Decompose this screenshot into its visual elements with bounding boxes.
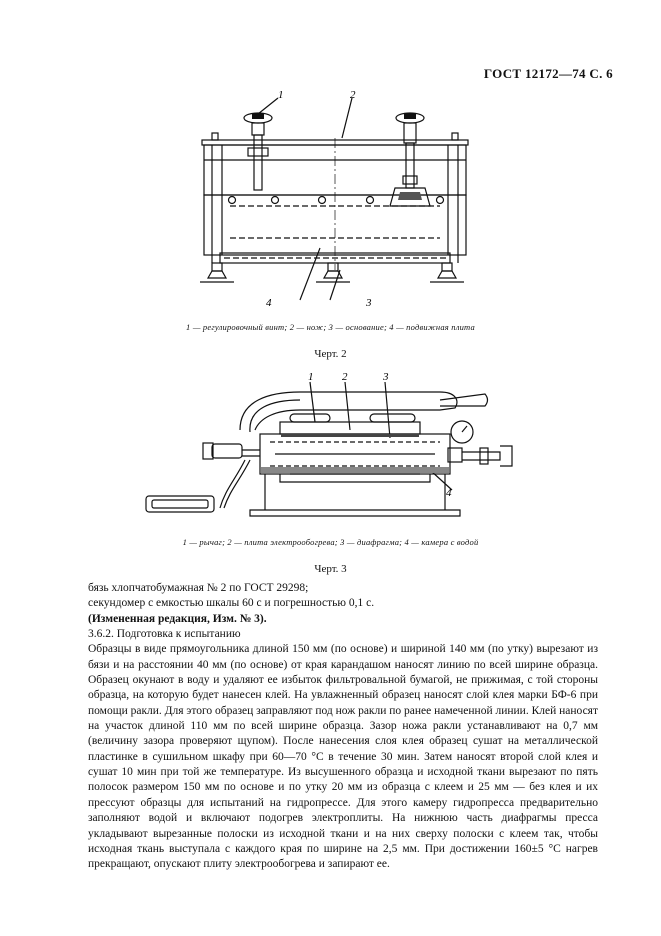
page-header: ГОСТ 12172—74 С. 6 (483, 66, 613, 81)
fig3-callout-1: 1 (308, 371, 314, 383)
figure-2-title: Черт. 2 (314, 348, 347, 360)
fig3-callout-2: 2 (342, 371, 348, 383)
fig2-callout-3: 3 (366, 297, 372, 309)
materials-line-2: секундомер с емкостью шкалы 60 с и погрешностью 0,1 с. (88, 597, 375, 610)
fig2-callout-1: 1 (278, 89, 284, 101)
fig3-callout-4: 4 (446, 487, 452, 499)
figure-2-drawing (190, 88, 480, 310)
fig2-callout-4: 4 (266, 297, 272, 309)
procedure-paragraph: Образцы в виде прямоугольника длиной 150 мм (по основе) и шириной 140 мм (по утку) вырезают из бязи и на расстоянии 40 мм (по основе) от края карандашом наносят линию по всей ширине образца. Образец окунают в воду и удаляют ее избыток фильтровальной бумагой, не прижимая, с той стороны образца, на которую будет нанесен клей. На увлажненный образец наносят слой клея марки БФ-6 при помощи ракли. Для этого образец заправляют под нож ракли по ранее намеченной линии. Клей наносят на участок длиной 110 мм по всей ширине образца. Зазор ножа ракли устанавливают на 0,7 мм (величину зазора проверяют щупом). После нанесения слоя клея образец сушат на металлической пластинке в сушильном шкафу при 60—70 °С в течение 30 мин. Затем наносят второй слой клея и сушат 10 мин при той же температуре. Из высушенного образца и исходной ткани вырезают по пять полосок размером 150 мм по основе и по утку 20 мм из образца с клеем и 25 мм — без клея и их прессуют образцы для испытаний на гидропрессе. Для этого камеру гидропресса предварительно заполняют водой и включают подогрев электроплиты. На нижнюю часть диафрагмы пресса укладывают вырезанные полоски из исходной ткани и на них сверху полоски с клеем так, чтобы исходная ткань выступала с каждого края по ширине на 2,5 мм. При достижении 160±5 °С нагрев прекращают, опускают плиту электрообогрева и запирают ее. (88, 643, 598, 871)
body-text (88, 581, 598, 873)
amendment-note: (Измененная редакция, Изм. № 3). (88, 612, 267, 625)
figure-2-caption: 1 — регулировочный винт; 2 — нож; 3 — основание; 4 — подвижная плита (186, 322, 475, 332)
materials-line-1: бязь хлопчатобумажная № 2 по ГОСТ 29298; (88, 582, 309, 594)
fig2-callout-2: 2 (350, 89, 356, 101)
section-heading: 3.6.2. Подготовка к испытанию (88, 628, 241, 641)
figure-3-title: Черт. 3 (314, 563, 347, 575)
fig3-callout-3: 3 (383, 371, 389, 383)
figure-3-caption: 1 — рычаг; 2 — плита электрообогрева; 3 — диафрагма; 4 — камера с водой (182, 537, 479, 547)
figure-3-drawing (140, 370, 530, 530)
